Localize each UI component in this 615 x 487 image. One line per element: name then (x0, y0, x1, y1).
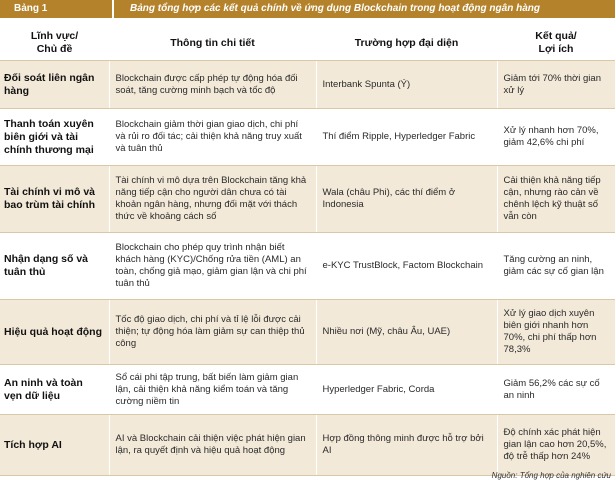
cell-result: Giảm tới 70% thời gian xử lý (497, 61, 615, 109)
cell-result: Cải thiện khả năng tiếp cận, nhưng rào cản về chênh lệch kỹ thuật số vẫn còn (497, 166, 615, 233)
header-field (0, 26, 109, 61)
table-header-row (0, 26, 615, 61)
table-caption (0, 0, 615, 18)
cell-field: Tích hợp AI (0, 415, 109, 476)
cell-case: Thí điểm Ripple, Hyperledger Fabric (316, 109, 497, 166)
table-row (0, 233, 615, 300)
cell-case: Hyperledger Fabric, Corda (316, 365, 497, 415)
cell-field: Tài chính vi mô và bao trùm tài chính (0, 166, 109, 233)
table-row (0, 415, 615, 476)
cell-detail: Tốc độ giao dịch, chi phí và tỉ lệ lỗi được cải thiện; tự động hóa làm giảm sự can thiệp thủ công (109, 300, 316, 365)
cell-detail: Blockchain được cấp phép tự động hóa đối soát, tăng cường minh bạch và tốc độ (109, 61, 316, 109)
cell-case: Hợp đồng thông minh được hỗ trợ bởi AI (316, 415, 497, 476)
header-result (497, 26, 615, 61)
cell-field: Hiệu quả hoạt động (0, 300, 109, 365)
header-case: Trường hợp đại diện (316, 26, 497, 61)
cell-field: Thanh toán xuyên biên giới và tài chính thương mại (0, 109, 109, 166)
table-number: Bảng 1 (0, 0, 112, 18)
table-row (0, 300, 615, 365)
cell-result: Giảm 56,2% các sự cố an ninh (497, 365, 615, 415)
cell-detail: Tài chính vi mô dựa trên Blockchain tăng khả năng tiếp cận cho người dân chưa có tài khoản ngân hàng, nhưng đối mặt với thách thức về khoảng cách số (109, 166, 316, 233)
cell-detail: Blockchain giảm thời gian giao dịch, chi phí và rủi ro đối tác; cải thiện khả năng truy xuất và tuân thủ (109, 109, 316, 166)
table-title: Bảng tổng hợp các kết quả chính về ứng dụng Blockchain trong hoạt động ngân hàng (112, 0, 615, 18)
table-row (0, 166, 615, 233)
cell-result: Xử lý nhanh hơn 70%, giảm 42,6% chi phí (497, 109, 615, 166)
table-row (0, 109, 615, 166)
cell-detail: Sổ cái phi tập trung, bất biến làm giảm gian lận, cải thiện khả năng kiểm toán và tăng cường niềm tin (109, 365, 316, 415)
results-table (0, 26, 615, 476)
header-field-line1: Lĩnh vực/ (30, 30, 79, 42)
cell-field: Đối soát liên ngân hàng (0, 61, 109, 109)
cell-detail: AI và Blockchain cải thiện việc phát hiện gian lận, ra quyết định và hiệu quả hoạt động (109, 415, 316, 476)
cell-result: Độ chính xác phát hiện gian lận cao hơn 20,5%, độ trễ thấp hơn 24% (497, 415, 615, 476)
cell-result: Tăng cường an ninh, giảm các sự cố gian lận (497, 233, 615, 300)
table-row (0, 61, 615, 109)
cell-case: e-KYC TrustBlock, Factom Blockchain (316, 233, 497, 300)
cell-detail: Blockchain cho phép quy trình nhận biết khách hàng (KYC)/Chống rửa tiền (AML) an toàn, chống giả mạo, giảm gian lận và chi phí tuân thủ (109, 233, 316, 300)
cell-field: Nhận dạng số và tuân thủ (0, 233, 109, 300)
cell-result: Xử lý giao dịch xuyên biên giới nhanh hơn 70%, chi phí thấp hơn 78,3% (497, 300, 615, 365)
source-note: Nguồn: Tổng hợp của nghiên cứu (491, 471, 611, 480)
header-result-line2: Lợi ích (538, 43, 574, 55)
header-field-line2: Chủ đề (36, 43, 73, 55)
cell-field: An ninh và toàn vẹn dữ liệu (0, 365, 109, 415)
cell-case: Nhiều nơi (Mỹ, châu Âu, UAE) (316, 300, 497, 365)
header-detail: Thông tin chi tiết (109, 26, 316, 61)
header-result-line1: Kết quả/ (535, 30, 577, 42)
cell-case: Interbank Spunta (Ý) (316, 61, 497, 109)
table-row (0, 365, 615, 415)
cell-case: Wala (châu Phi), các thí điểm ở Indonesia (316, 166, 497, 233)
